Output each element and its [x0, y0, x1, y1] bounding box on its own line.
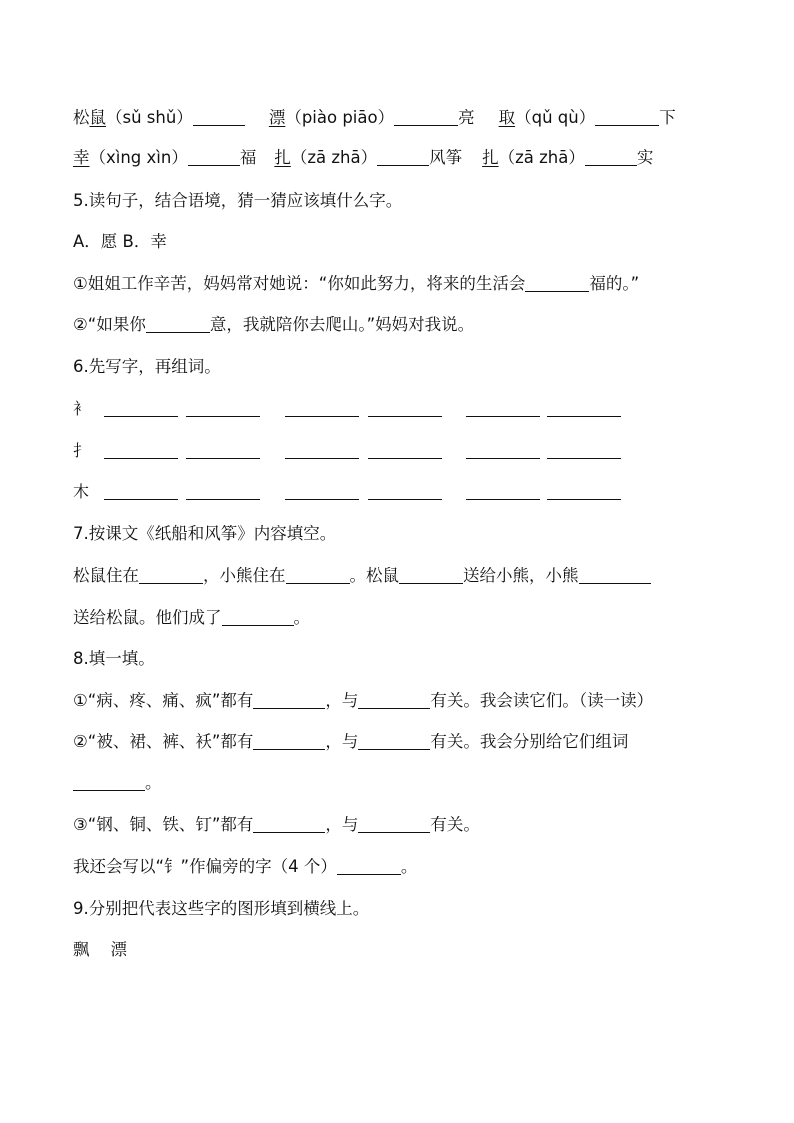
answer-blank[interactable] [358, 816, 430, 833]
answer-blank[interactable] [104, 499, 178, 500]
q8-line-2 [73, 730, 628, 754]
sentence-text: 福的。” [589, 274, 640, 293]
fill-text: 我还会写以“钅”作偏旁的字（4 个） [73, 857, 337, 876]
q9-chars: 飘 漂 [73, 940, 127, 959]
q8-line-3 [73, 771, 162, 795]
word-6-pinyin: （zā zhā） [498, 148, 585, 167]
word-5-underlined: 扎 [274, 148, 291, 167]
sentence-text: ①姐姐工作辛苦，妈妈常对她说：“你如此努力，将来的生活会 [73, 274, 526, 293]
word-5-pinyin: （zā zhā） [290, 148, 378, 167]
word-2-pinyin: （piào piāo） [285, 108, 395, 127]
answer-blank[interactable] [585, 149, 637, 166]
answer-blank[interactable] [186, 458, 260, 459]
q8-line-4 [73, 813, 480, 837]
answer-blank[interactable] [253, 733, 325, 750]
fill-text: 有关。我会分别给它们组词 [430, 732, 629, 751]
fill-text: 送给松鼠。他们成了 [73, 608, 222, 627]
answer-blank[interactable] [337, 858, 401, 875]
word-4-underlined: 幸 [73, 148, 90, 167]
answer-blank[interactable] [525, 275, 589, 292]
q4-row-1 [73, 106, 676, 130]
fill-text: ，与 [325, 815, 359, 834]
q4-row-2 [73, 146, 653, 170]
answer-blank[interactable] [368, 499, 442, 500]
q5-sentence-1 [73, 272, 639, 296]
fill-text: 有关。我会读它们。（读一读） [430, 691, 654, 710]
fill-text: ，与 [325, 691, 359, 710]
answer-blank[interactable] [358, 692, 430, 709]
fill-text: ，与 [325, 732, 359, 751]
q7-line-2 [73, 606, 310, 630]
word-1-pinyin: （sǔ shǔ） [106, 108, 193, 127]
answer-blank[interactable] [146, 316, 210, 333]
answer-blank[interactable] [193, 109, 245, 126]
fill-text: 送给小熊，小熊 [463, 566, 579, 585]
radical-shou: 扌 [73, 441, 90, 460]
answer-blank[interactable] [104, 416, 178, 417]
answer-blank[interactable] [595, 109, 659, 126]
answer-blank[interactable] [186, 416, 260, 417]
answer-blank[interactable] [358, 733, 430, 750]
answer-blank[interactable] [285, 458, 359, 459]
answer-blank[interactable] [399, 567, 463, 584]
q6-title: 6.先写字，再组词。 [73, 357, 221, 376]
word-3-suffix: 下 [659, 108, 676, 127]
sentence-text: ②“如果你 [73, 315, 146, 334]
fill-text: ，小熊住在 [203, 566, 286, 585]
word-5-suffix: 风筝 [429, 148, 463, 167]
answer-blank[interactable] [547, 458, 621, 459]
fill-text: ①“病、疼、痛、疯”都有 [73, 691, 254, 710]
word-3-pinyin: （qǔ qù） [515, 108, 596, 127]
word-6-suffix: 实 [636, 148, 654, 167]
fill-text: 。 [400, 857, 418, 876]
fill-text: ②“被、裙、裤、袄”都有 [73, 732, 254, 751]
word-6-underlined: 扎 [482, 148, 499, 167]
answer-blank[interactable] [139, 567, 203, 584]
word-2-underlined: 漂 [268, 108, 286, 127]
answer-blank[interactable] [547, 499, 621, 500]
word-4-suffix: 福 [239, 148, 257, 167]
answer-blank[interactable] [188, 149, 240, 166]
word-4-pinyin: （xìng xìn） [89, 148, 188, 167]
q8-line-5 [73, 855, 417, 879]
q5-options: A．愿 B．幸 [73, 232, 167, 251]
answer-blank[interactable] [466, 416, 540, 417]
fill-text: 松鼠住在 [73, 566, 139, 585]
word-1-underlined: 鼠 [89, 108, 106, 127]
answer-blank[interactable] [466, 458, 540, 459]
fill-text: 。 [145, 773, 162, 792]
word-2-suffix: 亮 [458, 108, 475, 127]
q8-line-1 [73, 689, 653, 713]
answer-blank[interactable] [368, 416, 442, 417]
answer-blank[interactable] [186, 499, 260, 500]
answer-blank[interactable] [73, 774, 145, 791]
radical-mu: 木 [73, 482, 90, 501]
q7-line-1 [73, 564, 651, 588]
q7-title: 7.按课文《纸船和风筝》内容填空。 [73, 524, 337, 543]
radical-yi: 衤 [73, 399, 90, 418]
fill-text: 有关。 [430, 815, 480, 834]
answer-blank[interactable] [222, 609, 294, 626]
answer-blank[interactable] [377, 149, 429, 166]
q5-sentence-2 [73, 313, 474, 337]
answer-blank[interactable] [286, 567, 350, 584]
fill-text: ③“钢、铜、铁、钉”都有 [73, 815, 254, 834]
word-1-prefix: 松 [73, 108, 90, 127]
q5-title: 5.读句子，结合语境，猜一猜应该填什么字。 [73, 191, 403, 210]
answer-blank[interactable] [253, 816, 325, 833]
answer-blank[interactable] [285, 416, 359, 417]
sentence-text: 意，我就陪你去爬山。”妈妈对我说。 [209, 315, 475, 334]
answer-blank[interactable] [368, 458, 442, 459]
q8-title: 8.填一填。 [73, 649, 155, 668]
answer-blank[interactable] [285, 499, 359, 500]
q9-title: 9.分别把代表这些字的图形填到横线上。 [73, 899, 370, 918]
answer-blank[interactable] [253, 692, 325, 709]
answer-blank[interactable] [466, 499, 540, 500]
answer-blank[interactable] [579, 567, 651, 584]
fill-text: 。松鼠 [349, 566, 399, 585]
answer-blank[interactable] [394, 109, 458, 126]
word-3-underlined: 取 [498, 108, 516, 127]
fill-text: 。 [293, 608, 310, 627]
answer-blank[interactable] [547, 416, 621, 417]
answer-blank[interactable] [104, 458, 178, 459]
